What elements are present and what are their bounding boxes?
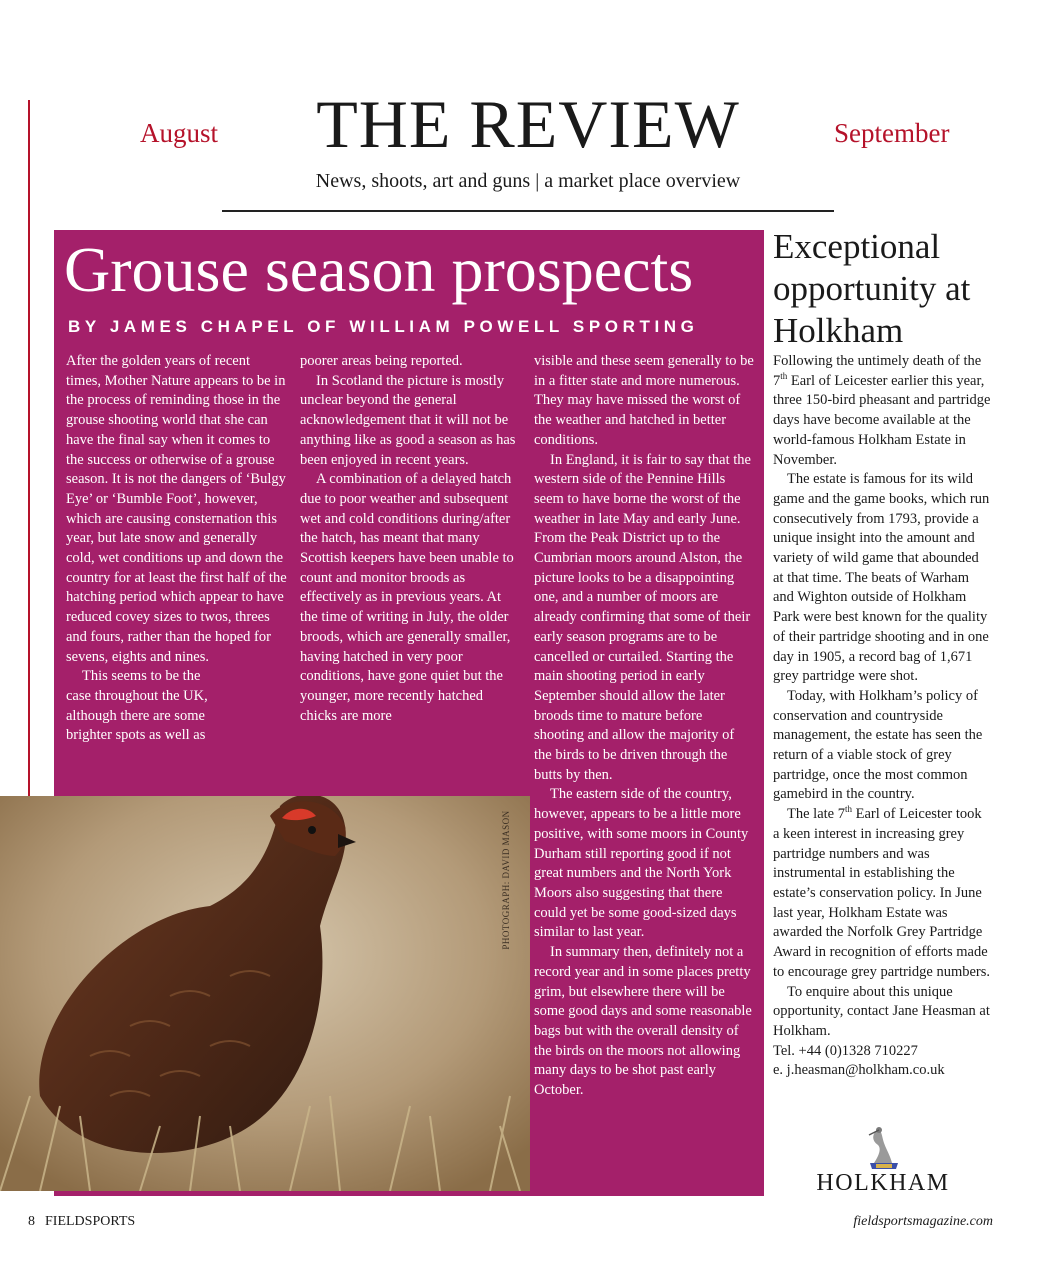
article-paragraph: After the golden years of recent times, Mother Nature appears to be in the process of reminding those in the grouse shooting world that she can have the final say when it comes to the success or otherwise of a grouse season. It is not the dangers of ‘Bulgy Eye’ or ‘Bumble Foot’, however, which are causing consternation this year, but late snow and generally cold, wet conditions up and down the country for at least the first half of the hatching period which appear to have reduced covey sizes to twos, threes and fours, rather than the hoped for sevens, eights and nines.	[66, 353, 287, 665]
holkham-logo-text: HOLKHAM	[816, 1170, 950, 1196]
article-paragraph: In England, it is fair to say that the western side of the Pennine Hills seem to have borne the worst of the weather in late May and early June. From the Peak District up to the Cumbrian moors around Alston, the picture looks to be a disappointing one, and a number of moors are already confirming that some of their early season programs are to be cancelled or curtailed. Starting the main shooting period in early September should allow the later broods time to mature before shooting and allow the majority of the birds to be driven through the butts by then.	[534, 451, 751, 783]
heron-crest-icon	[812, 1123, 954, 1173]
page-number: 8	[28, 1214, 35, 1229]
sidebar-paragraph: To enquire about this unique opportunity, contact Jane Heasman at Holkham.	[773, 983, 990, 1039]
article-column-2	[300, 352, 522, 726]
masthead-title: THE REVIEW	[316, 86, 740, 162]
sidebar-paragraph: The late 7th Earl of Leicester took a keen interest in increasing grey partridge numbers and was instrumental in establishing the estate’s conservation policy. In June last year, Holkham Estate was awarded the Norfolk Grey Partridge Award in recognition of efforts made to encourage grey partridge numbers.	[773, 804, 991, 980]
sidebar-title: Exceptional opportunity at Holkham	[773, 227, 971, 350]
grouse-illustration	[0, 796, 530, 1191]
magazine-url: fieldsportsmagazine.com	[853, 1214, 993, 1229]
sidebar-paragraph: Following the untimely death of the 7th Earl of Leicester earlier this year, three 150-bird pheasant and partridge days have become available at the world-famous Holkham Estate in November.	[773, 353, 991, 468]
article-paragraph: visible and these seem generally to be in a fitter state and more numerous. They may have missed the worst of the weather and hatched in better conditions.	[534, 353, 754, 448]
grouse-photo	[0, 796, 530, 1191]
contact-email: e. j.heasman@holkham.co.uk	[773, 1062, 945, 1079]
header-rule	[222, 210, 834, 212]
article-paragraph: In Scotland the picture is mostly unclear beyond the general acknowledgement that it will not be anything like as good a season as has been enjoyed in recent years.	[300, 372, 516, 468]
article-paragraph: A combination of a delayed hatch due to poor weather and subsequent wet and cold conditions during/after the hatch, has meant that many Scottish keepers have been unable to count and monitor broods as effectively as in previous years. At the time of writing in July, the older broods, which are generally smaller, having hatched in very poor conditions, have gone quiet but the younger, more recently hatched chicks are more	[300, 471, 514, 724]
article-column-1	[66, 352, 288, 746]
article-paragraph: In summary then, definitely not a record year and in some places pretty grim, but elsewhere there will be some good days and some reasonable bags but with the overall density of the birds on the moors not allowing many days to be shot past early October.	[534, 944, 752, 1099]
contact-telephone: Tel. +44 (0)1328 710227	[773, 1042, 918, 1059]
article-paragraph: This seems to be the case throughout the UK, although there are some brighter spots as well as	[66, 668, 208, 744]
article-paragraph: poorer areas being reported.	[300, 353, 463, 369]
footer-left	[28, 1214, 135, 1230]
article-paragraph: The eastern side of the country, however, appears to be a little more positive, with some moors in County Durham still reporting good if not great numbers and the North York Moors also suggesting that there could yet be some good-sized days similar to last year.	[534, 786, 749, 941]
photo-credit-text: PHOTOGRAPH: DAVID MASON	[501, 810, 511, 950]
sidebar-body	[773, 352, 991, 1081]
article-byline: BY JAMES CHAPEL OF WILLIAM POWELL SPORTING	[68, 317, 699, 336]
magazine-name: FIELDSPORTS	[45, 1214, 136, 1229]
sidebar-paragraph: Today, with Holkham’s policy of conservation and countryside management, the estate has seen the return of a viable stock of grey partridge, once the most common gamebird in the country.	[773, 687, 983, 803]
masthead-subtitle: News, shoots, art and guns | a market place overview	[315, 170, 741, 192]
month-label-right: September	[834, 118, 950, 148]
article-headline: Grouse season prospects	[64, 234, 694, 305]
holkham-logo	[812, 1123, 954, 1197]
article-column-3	[534, 352, 754, 1101]
photo-credit	[498, 806, 514, 954]
month-label-left: August	[140, 118, 219, 148]
sidebar-paragraph: The estate is famous for its wild game and the game books, which run consecutively from 1793, provide a unique insight into the amount and variety of wild game that abounded at that time. The beats of Warham and Wighton outside of Holkham Park were best known for the quality of their partridge shooting and in one day in 1905, a record bag of 1,671 grey partridge were shot.	[773, 471, 990, 685]
